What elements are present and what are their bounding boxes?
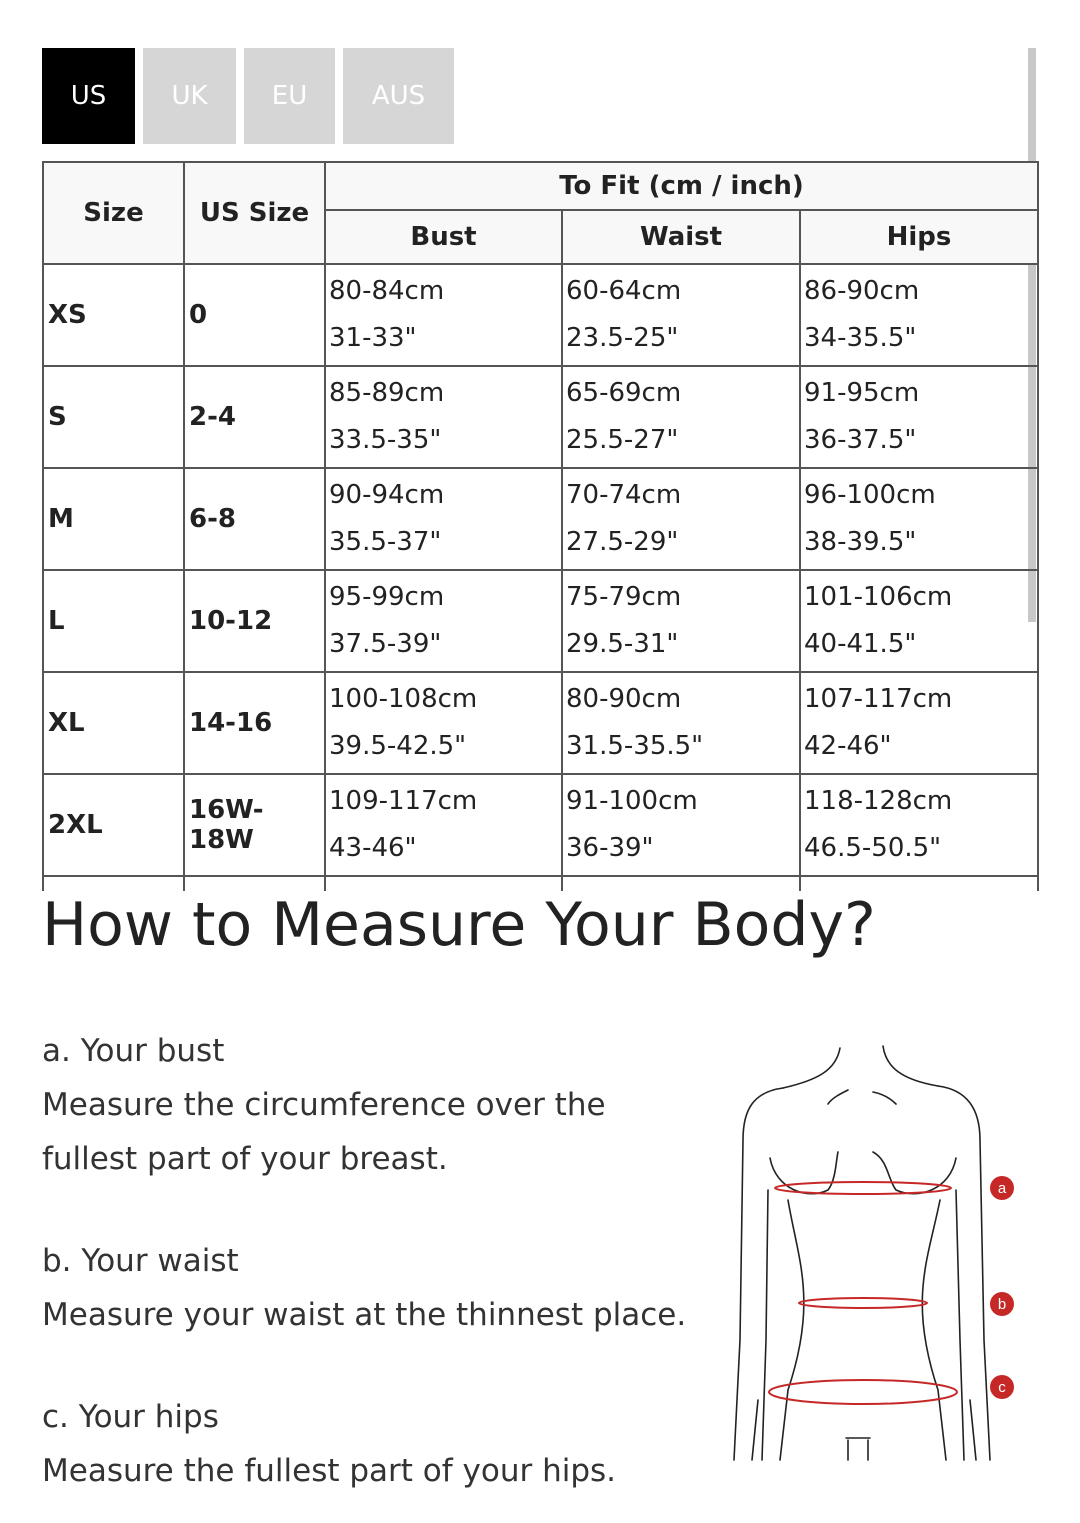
waist-inch: 25.5-27": [566, 425, 679, 455]
bust-inch: 43-46": [329, 833, 417, 863]
tab-us[interactable]: US: [42, 48, 135, 144]
hips-cell: [800, 468, 1038, 570]
hips-cm: 118-128cm: [804, 786, 953, 816]
header-hips: Hips: [800, 210, 1038, 264]
bust-cell: [325, 468, 562, 570]
bust-inch: 35.5-37": [329, 527, 442, 557]
tab-eu[interactable]: EU: [244, 48, 335, 144]
bust-cm: 100-108cm: [329, 684, 478, 714]
size-cell: M: [43, 468, 184, 570]
header-us-size: US Size: [184, 162, 325, 264]
bust-inch: 37.5-39": [329, 629, 442, 659]
waist-cm: 65-69cm: [566, 378, 682, 408]
table-row: [43, 366, 1038, 468]
hips-step-title: c. Your hips: [42, 1399, 219, 1435]
tab-uk[interactable]: UK: [143, 48, 236, 144]
waist-step-text: Measure your waist at the thinnest place.: [42, 1297, 687, 1333]
bust-cm: 85-89cm: [329, 378, 445, 408]
hips-inch: 38-39.5": [804, 527, 917, 557]
bust-inch: 39.5-42.5": [329, 731, 467, 761]
waist-inch: 31.5-35.5": [566, 731, 704, 761]
waist-inch: 36-39": [566, 833, 654, 863]
waist-cm: 70-74cm: [566, 480, 682, 510]
waist-cell: [562, 264, 800, 366]
bust-cell: [325, 264, 562, 366]
region-tabs: [42, 48, 462, 144]
hips-inch: 36-37.5": [804, 425, 917, 455]
size-cell: L: [43, 570, 184, 672]
svg-text:a: a: [997, 1180, 1007, 1197]
hips-cm: 91-95cm: [804, 378, 920, 408]
tab-aus[interactable]: AUS: [343, 48, 454, 144]
table-row: [43, 672, 1038, 774]
waist-cell: [562, 672, 800, 774]
waist-inch: 27.5-29": [566, 527, 679, 557]
bust-cell: [325, 774, 562, 876]
waist-cm: 80-90cm: [566, 684, 682, 714]
hips-cm: 101-106cm: [804, 582, 953, 612]
svg-text:b: b: [997, 1296, 1007, 1313]
bust-step-title: a. Your bust: [42, 1033, 225, 1069]
hips-inch: 42-46": [804, 731, 892, 761]
us-size-cell: 16W-18W: [184, 774, 325, 876]
measure-instructions: [42, 1024, 722, 1498]
waist-cell: [562, 570, 800, 672]
waist-cm: 91-100cm: [566, 786, 698, 816]
size-cell: XL: [43, 672, 184, 774]
bust-step-text-1: Measure the circumference over the: [42, 1087, 606, 1123]
bust-inch: 33.5-35": [329, 425, 442, 455]
header-to-fit: To Fit (cm / inch): [325, 162, 1038, 210]
hips-cell: [800, 774, 1038, 876]
waist-step-title: b. Your waist: [42, 1243, 239, 1279]
bust-step-text-2: fullest part of your breast.: [42, 1141, 448, 1177]
header-waist: Waist: [562, 210, 800, 264]
bust-cm: 109-117cm: [329, 786, 478, 816]
size-chart-table: [42, 161, 1039, 891]
hips-cm: 107-117cm: [804, 684, 953, 714]
waist-cm: 60-64cm: [566, 276, 682, 306]
hips-cell: [800, 264, 1038, 366]
table-row: [43, 264, 1038, 366]
marker-c: [990, 1375, 1014, 1399]
hips-inch: 46.5-50.5": [804, 833, 942, 863]
table-row: [43, 468, 1038, 570]
table-row: [43, 774, 1038, 876]
bust-cell: [325, 672, 562, 774]
waist-cell: [562, 468, 800, 570]
header-size: Size: [43, 162, 184, 264]
hips-cell: [800, 672, 1038, 774]
body-measure-figure: [728, 1040, 1028, 1480]
waist-inch: 29.5-31": [566, 629, 679, 659]
marker-a: [990, 1176, 1014, 1200]
marker-b: [990, 1292, 1014, 1316]
waist-cm: 75-79cm: [566, 582, 682, 612]
hips-cm: 86-90cm: [804, 276, 920, 306]
svg-text:c: c: [998, 1379, 1006, 1396]
us-size-cell: 6-8: [184, 468, 325, 570]
table-row-partial: [43, 876, 1038, 891]
us-size-cell: 0: [184, 264, 325, 366]
hips-cell: [800, 366, 1038, 468]
bust-cm: 95-99cm: [329, 582, 445, 612]
header-bust: Bust: [325, 210, 562, 264]
hips-inch: 34-35.5": [804, 323, 917, 353]
bust-cm: 90-94cm: [329, 480, 445, 510]
table-row: [43, 570, 1038, 672]
bust-cell: [325, 366, 562, 468]
hips-inch: 40-41.5": [804, 629, 917, 659]
measure-title: How to Measure Your Body?: [42, 890, 876, 960]
us-size-cell: 2-4: [184, 366, 325, 468]
us-size-cell: 14-16: [184, 672, 325, 774]
bust-cm: 80-84cm: [329, 276, 445, 306]
size-cell: 2XL: [43, 774, 184, 876]
size-cell: XS: [43, 264, 184, 366]
hips-cm: 96-100cm: [804, 480, 936, 510]
bust-inch: 31-33": [329, 323, 417, 353]
waist-cell: [562, 366, 800, 468]
bust-cell: [325, 570, 562, 672]
waist-cell: [562, 774, 800, 876]
waist-inch: 23.5-25": [566, 323, 679, 353]
hips-cell: [800, 570, 1038, 672]
hips-step-text: Measure the fullest part of your hips.: [42, 1453, 617, 1489]
us-size-cell: 10-12: [184, 570, 325, 672]
size-cell: S: [43, 366, 184, 468]
